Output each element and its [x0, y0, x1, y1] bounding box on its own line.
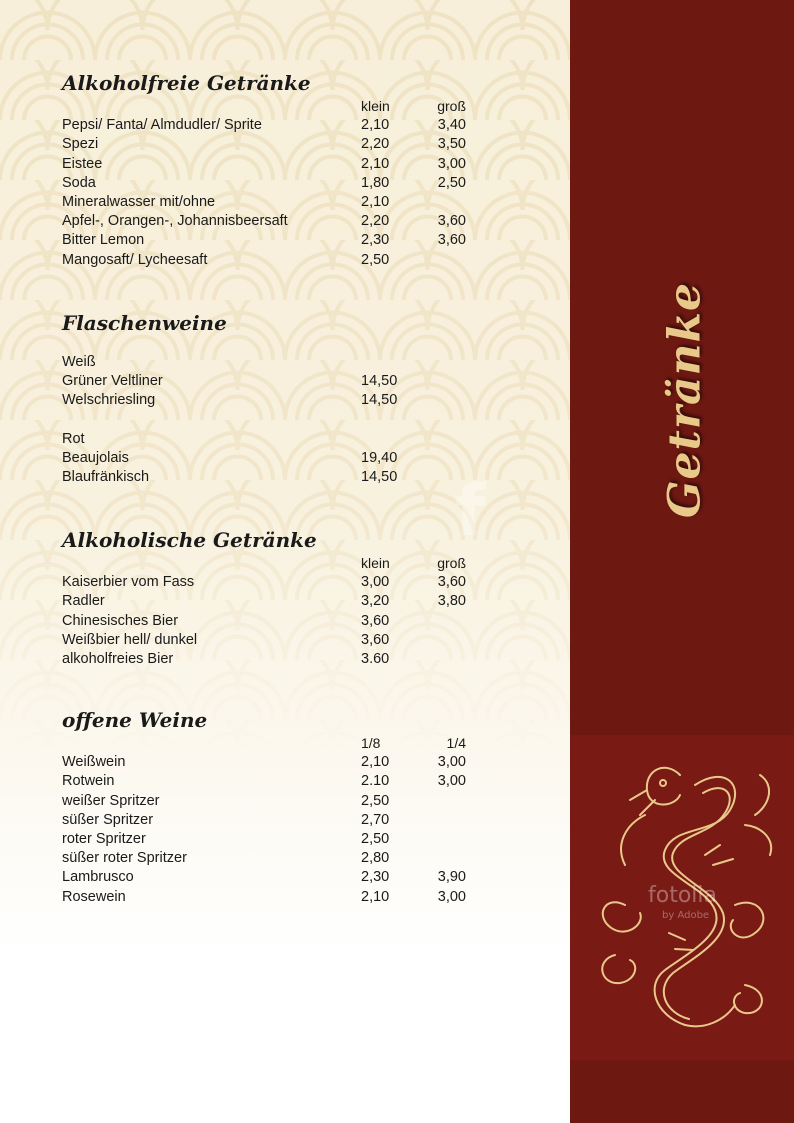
price-large: 3,00: [437, 155, 466, 172]
item-name: Rotwein: [62, 773, 115, 790]
price-large: 3,60: [437, 232, 466, 249]
price-eighth: 2,50: [361, 792, 390, 809]
item-name: weißer Spritzer: [62, 792, 160, 809]
item-name: Lambrusco: [62, 869, 134, 886]
price-row: [62, 868, 482, 887]
price-row: [62, 212, 482, 231]
price-quarter: 3,00: [437, 754, 466, 771]
section-alkoholfreie-getraenke: [62, 69, 482, 270]
item-name: Spezi: [62, 136, 99, 153]
price-small: 3,00: [361, 574, 390, 591]
column-header-klein: klein: [361, 98, 390, 114]
column-header-gross: groß: [437, 98, 466, 114]
side-title: Getränke: [659, 281, 711, 519]
price-row: [62, 592, 482, 611]
side-panel: [570, 0, 794, 1123]
price-small: 3,60: [361, 612, 390, 629]
price-row: [62, 155, 482, 174]
item-name: süßer roter Spritzer: [62, 850, 187, 867]
price-row: [62, 631, 482, 650]
item-name: Weißbier hell/ dunkel: [62, 631, 198, 648]
price-bottle: 14,50: [361, 468, 398, 485]
price-row: [62, 612, 482, 631]
price-row: [62, 231, 482, 250]
dragon-panel: [570, 735, 794, 1060]
price-eighth: 2,30: [361, 869, 390, 886]
price-list: [62, 116, 482, 270]
item-name: Pepsi/ Fanta/ Almdudler/ Sprite: [62, 117, 262, 134]
item-name: Mangosaft/ Lycheesaft: [62, 251, 208, 268]
price-eighth: 2.10: [361, 773, 390, 790]
price-large: 3,80: [437, 593, 466, 610]
price-row: [62, 573, 482, 592]
item-name: Mineralwasser mit/ohne: [62, 193, 216, 210]
item-name: Soda: [62, 174, 96, 191]
subheading-label: Rot: [62, 430, 85, 447]
price-eighth: 2,50: [361, 830, 390, 847]
spacer: [62, 411, 482, 430]
price-row: [62, 650, 482, 669]
price-large: 2,50: [437, 174, 466, 191]
item-name: Welschriesling: [62, 392, 156, 409]
price-bottle: 14,50: [361, 373, 398, 390]
item-name: alkoholfreies Bier: [62, 650, 174, 667]
price-large: 3,60: [437, 213, 466, 230]
item-name: Kaiserbier vom Fass: [62, 574, 195, 591]
price-row: [62, 772, 482, 791]
price-bottle: 19,40: [361, 449, 398, 466]
price-large: 3,60: [437, 574, 466, 591]
item-name: roter Spritzer: [62, 830, 146, 847]
price-row: [62, 391, 482, 410]
watermark-letter: f: [455, 470, 486, 552]
price-eighth: 2,10: [361, 888, 390, 905]
column-header-eighth: 1/8: [361, 735, 381, 751]
section-title: Alkoholfreie Getränke: [62, 71, 311, 95]
price-large: 3,50: [437, 136, 466, 153]
item-name: Beaujolais: [62, 449, 129, 466]
column-header-row: [62, 97, 482, 116]
column-header-row: [62, 554, 482, 573]
item-name: Chinesisches Bier: [62, 612, 179, 629]
column-header-klein: klein: [361, 555, 390, 571]
price-row: [62, 888, 482, 907]
price-row: [62, 116, 482, 135]
item-name: Apfel-, Orangen-, Johannisbeersaft: [62, 213, 288, 230]
price-quarter: 3,00: [437, 773, 466, 790]
price-large: 3,40: [437, 117, 466, 134]
price-small: 3.60: [361, 650, 390, 667]
price-row: [62, 372, 482, 391]
price-row: [62, 193, 482, 212]
price-small: 2,10: [361, 155, 390, 172]
item-name: süßer Spritzer: [62, 811, 154, 828]
price-row: [62, 251, 482, 270]
price-small: 3,60: [361, 631, 390, 648]
price-quarter: 3,90: [437, 869, 466, 886]
price-small: 2,10: [361, 193, 390, 210]
column-header-quarter: 1/4: [446, 735, 466, 751]
spacer: [62, 337, 482, 353]
subheading-weiss: [62, 353, 482, 372]
item-name: Bitter Lemon: [62, 232, 145, 249]
price-row: [62, 811, 482, 830]
price-eighth: 2,10: [361, 754, 390, 771]
item-name: Rosewein: [62, 888, 126, 905]
item-name: Weißwein: [62, 754, 126, 771]
price-small: 2,10: [361, 117, 390, 134]
price-small: 1,80: [361, 174, 390, 191]
price-row: [62, 753, 482, 772]
price-small: 2,20: [361, 136, 390, 153]
price-row: [62, 849, 482, 868]
price-row: [62, 449, 482, 468]
price-row: [62, 792, 482, 811]
item-name: Blaufränkisch: [62, 468, 150, 485]
section-alkoholische-getraenke: [62, 526, 482, 669]
price-row: [62, 830, 482, 849]
column-header-gross: groß: [437, 555, 466, 571]
watermark-sub: by Adobe: [662, 910, 710, 921]
section-title: Flaschenweine: [62, 311, 227, 335]
item-name: Grüner Veltliner: [62, 373, 163, 390]
subheading-label: Weiß: [62, 354, 96, 370]
price-small: 2,30: [361, 232, 390, 249]
price-row: [62, 468, 482, 487]
price-small: 2,50: [361, 251, 390, 268]
price-bottle: 14,50: [361, 392, 398, 409]
price-quarter: 3,00: [437, 888, 466, 905]
column-header-row: [62, 734, 482, 753]
watermark-brand: fotolia: [648, 883, 717, 908]
section-title: Alkoholische Getränke: [62, 528, 317, 552]
item-name: Radler: [62, 593, 105, 610]
price-row: [62, 135, 482, 154]
section-title: offene Weine: [62, 708, 208, 732]
price-eighth: 2,80: [361, 850, 390, 867]
price-row: [62, 174, 482, 193]
price-eighth: 2,70: [361, 811, 390, 828]
section-flaschenweine: [62, 309, 482, 487]
subheading-rot: [62, 430, 482, 449]
section-offene-weine: [62, 706, 482, 907]
price-small: 3,20: [361, 593, 390, 610]
item-name: Eistee: [62, 155, 103, 172]
price-small: 2,20: [361, 213, 390, 230]
